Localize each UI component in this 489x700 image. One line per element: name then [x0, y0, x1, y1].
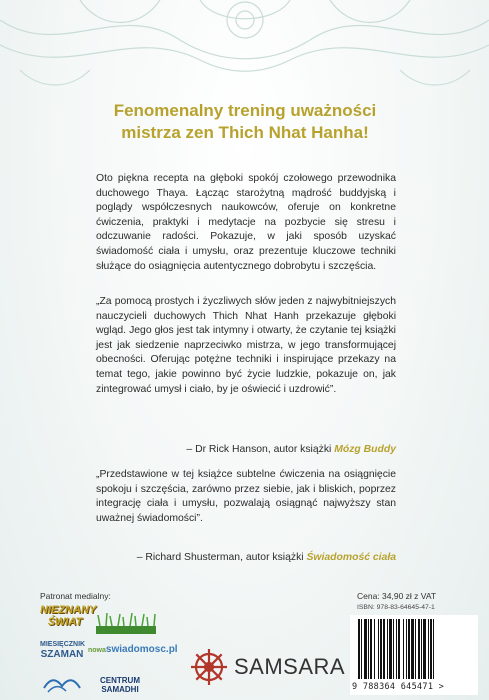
isbn-label: ISBN: 978-83-64645-47-1	[357, 604, 435, 611]
logo-text: nowa	[88, 647, 106, 654]
logo-text: MIESIĘCZNIK	[40, 641, 86, 648]
barcode-number: 9 788364 645471 >	[352, 682, 445, 692]
attribution-richard-shusterman	[96, 552, 396, 563]
quote-richard-shusterman: „Przedstawione w tej książce subtelne ćwiczenia na osiągnięcie spokoju i szczęścia, zarówno przez siebie, jak i bliskich, poprzez integrację ciała i umysłu, pozwalają osiągnąć najwyższy stan uważnej świadomości”.	[96, 469, 396, 524]
logo-text: swiadomosc.pl	[105, 644, 178, 655]
nowa-swiadomosc-logo	[88, 644, 178, 664]
grass-logo	[96, 612, 156, 634]
publisher-name: SAMSARA	[234, 654, 346, 679]
headline-line-1: Fenomenalny trening uważności	[113, 101, 377, 120]
logo-text: NIEZNANY	[40, 604, 97, 616]
attribution-book-title: Świadomość ciała	[306, 552, 396, 563]
attribution-author: – Richard Shusterman, autor książki	[136, 552, 307, 563]
logo-text: ŚWIAT	[47, 616, 83, 628]
media-patronage-label: Patronat medialny:	[40, 591, 111, 601]
headline	[60, 100, 430, 144]
price-label: Cena: 34,90 zł z VAT	[357, 591, 437, 601]
logo-text: SZAMAN	[40, 649, 84, 660]
headline-line-2: mistrza zen Thich Nhat Hanha!	[121, 123, 369, 142]
quote-rick-hanson: „Za pomocą prostych i życzliwych słów jeden z najwybitniejszych nauczycieli duchowych Thich Nhat Hanh przekazuje głęboki wgląd. Jego głos jest tak intymny i otwarty, że czytanie tej książki jest jak siedzenie naprzeciwko mistrza, w jego transformującej obecności. Oferując potężne techniki i inspirujące przekazy na temat tego, jakie powinno być życie ludzkie, pokazuje on, jak zintegrować umysł i ciało, by je oświecić i uzdrowić”.	[96, 296, 396, 395]
dharma-wheel-icon	[188, 646, 230, 688]
attribution-book-title: Mózg Buddy	[334, 444, 396, 455]
attribution-author: – Dr Rick Hanson, autor książki	[186, 444, 335, 455]
szaman-logo	[40, 640, 84, 666]
intro-paragraph: Oto piękna recepta na głęboki spokój czołowego przewodnika duchowego Thaya. Łącząc starożytną mądrość buddyjską i poglądy współczesnych naukowców, oferuje on konkretne ćwiczenia, praktyki i medytacje na pozbycie się stresu i odczuwanie radości. Pokazuje, w jaki sposób uzyskać świadomość ciała i umysłu, oraz prezentuje kluczowe techniki służące do osiągnięcia autentycznego dobrobytu i szczęścia.	[96, 173, 396, 272]
nieznany-swiat-logo	[40, 604, 97, 636]
wave-logo	[42, 676, 82, 694]
attribution-rick-hanson	[96, 444, 396, 455]
centrum-samadhi-logo: CENTRUM SAMADHI	[100, 676, 140, 694]
